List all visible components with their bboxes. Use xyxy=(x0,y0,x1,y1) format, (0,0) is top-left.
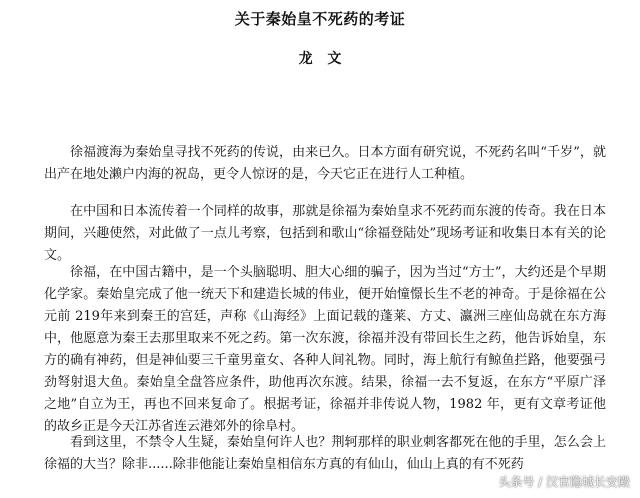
paragraph-3: 徐福，在中国古籍中，是一个头脑聪明、胆大心细的骗子，因为当过“方士”，大约还是个早期化学家。秦始皇完成了他一统天下和建造长城的伟业，便开始憧憬长生不老的神奇。于是徐福在公元前 219年来到秦王的宫廷，声称《山海经》上面记载的蓬莱、方丈、瀛洲三座仙岛就在东方海中，他愿意为秦王去那里取来不死之药。第一次东渡，徐福并没有带回长生之药，他告诉始皇，东方的确有神药，但是神仙要三千童男童女、各种人间礼物。同时，海上航行有鲸鱼拦路，他要强弓劲弩射退大鱼。秦始皇全盘答应条件，助他再次东渡。结果，徐福一去不复返，在东方“平原广泽之地”自立为王，再也不回来复命了。根据考证，徐福并非传说人物，1982 年，更有文章考证他的故乡正是今天江苏省连云港郊外的徐阜村。 xyxy=(44,265,606,434)
document-author: 龙 文 xyxy=(298,51,342,67)
paragraph-4: 看到这里，不禁令人生疑，秦始皇何许人也？荆轲那样的职业刺客都死在他的手里，怎么会上徐福的大当？除非......除非他能让秦始皇相信东方真的有仙山，仙山上真的有不死药 xyxy=(44,435,606,472)
source-watermark: 头条号 / 汉官隐城长安殿 xyxy=(498,475,630,489)
document-title: 关于秦始皇不死药的考证 xyxy=(234,10,406,28)
paragraph-1: 徐福渡海为秦始皇寻找不死药的传说，由来已久。日本方面有研究说，不死药名叫“千岁”，就出产在地处濑户内海的祝岛，更令人惊讶的是，今天它正在进行人工种植。 xyxy=(44,145,606,182)
paragraph-2: 在中国和日本流传着一个同样的故事，那就是徐福为秦始皇求不死药而东渡的传奇。我在日本期间，兴趣使然，对此做了一点儿考察，包括到和歌山“徐福登陆处”现场考证和收集日本有关的论文。 xyxy=(44,204,606,263)
